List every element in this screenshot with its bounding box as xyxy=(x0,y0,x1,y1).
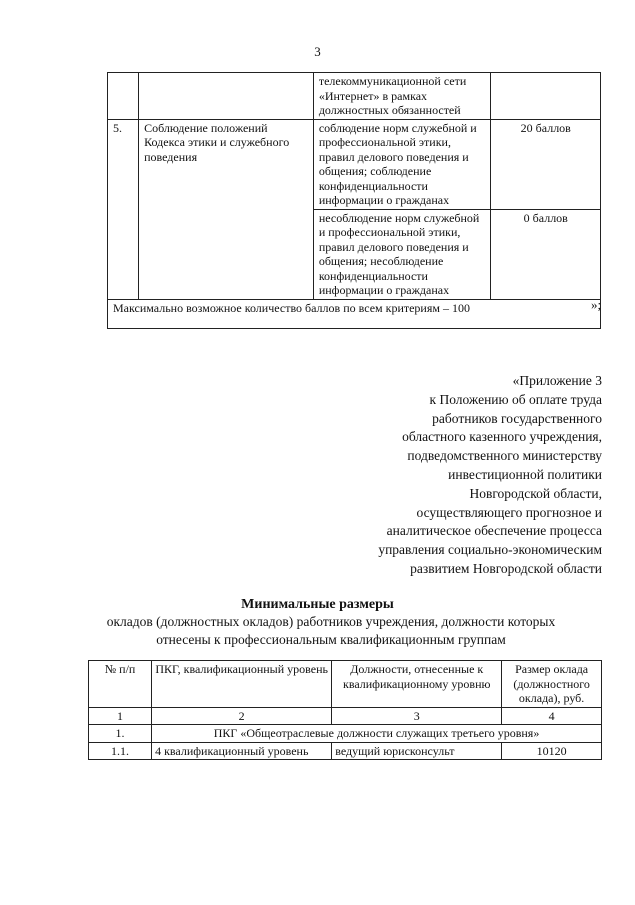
table-cell xyxy=(139,73,314,120)
criterion-continuation: телекоммуникационной сети «Интернет» в рамках должностных обязанностей xyxy=(313,73,490,120)
appendix-line: работников государственного xyxy=(432,410,602,426)
criterion-score: 0 баллов xyxy=(490,209,600,299)
column-number: 3 xyxy=(332,707,502,725)
document-title: Минимальные размеры xyxy=(241,597,394,612)
appendix-line: подведомственного министерству xyxy=(407,448,602,464)
document-subtitle xyxy=(60,613,602,648)
column-header: Размер оклада (должностного оклада), руб. xyxy=(502,661,602,708)
row-number: 1.1. xyxy=(89,742,152,760)
criterion-option: несоблюдение норм служебной и профессиональной этики, правил делового поведения и общения; несоблюдение конфиденциальности информации о гражданах xyxy=(313,209,490,299)
table-row xyxy=(89,742,602,760)
appendix-line: управления социально-экономическим xyxy=(378,542,602,558)
appendix-line: к Положению об оплате труда xyxy=(429,391,602,407)
appendix-line: развитием Новгородской области xyxy=(410,560,602,576)
criterion-name: Соблюдение положений Кодекса этики и служебного поведения xyxy=(139,119,314,299)
column-number: 2 xyxy=(152,707,332,725)
page-number: 3 xyxy=(314,44,321,59)
table-cell xyxy=(108,73,139,120)
appendix-line: осуществляющего прогнозное и xyxy=(416,504,602,520)
salary-value: 10120 xyxy=(502,742,602,760)
column-header: № п/п xyxy=(89,661,152,708)
column-number-row xyxy=(89,707,602,725)
appendix-line: «Приложение 3 xyxy=(512,373,602,388)
position-name: ведущий юрисконсульт xyxy=(332,742,502,760)
column-number: 1 xyxy=(89,707,152,725)
subtitle-line: отнесены к профессиональным квалификационным группам xyxy=(156,631,506,647)
salary-table xyxy=(88,660,602,760)
criteria-table xyxy=(107,72,601,329)
appendix-line: Новгородской области, xyxy=(469,485,602,501)
appendix-line: областного казенного учреждения, xyxy=(402,429,602,445)
closing-quote: »; xyxy=(591,297,602,312)
column-header: Должности, отнесенные к квалификационному уровню xyxy=(332,661,502,708)
row-number: 5. xyxy=(108,119,139,299)
appendix-header xyxy=(300,372,602,579)
group-row xyxy=(89,725,602,743)
group-number: 1. xyxy=(89,725,152,743)
table-row xyxy=(108,119,601,209)
table-row xyxy=(108,73,601,120)
qualification-level: 4 квалификационный уровень xyxy=(152,742,332,760)
column-number: 4 xyxy=(502,707,602,725)
total-score-text: Максимально возможное количество баллов по всем критериям – 100 xyxy=(108,299,601,328)
criterion-score: 20 баллов xyxy=(490,119,600,209)
appendix-line: инвестиционной политики xyxy=(448,466,602,482)
appendix-line: аналитическое обеспечение процесса xyxy=(386,523,602,539)
table-header-row xyxy=(89,661,602,708)
table-row xyxy=(108,299,601,328)
criterion-option: соблюдение норм служебной и профессиональной этики, правил делового поведения и общения; соблюдение конфиденциальности информации о гражданах xyxy=(313,119,490,209)
table-cell xyxy=(490,73,600,120)
group-label: ПКГ «Общеотраслевые должности служащих третьего уровня» xyxy=(152,725,602,743)
column-header: ПКГ, квалификационный уровень xyxy=(152,661,332,708)
subtitle-line: окладов (должностных окладов) работников учреждения, должности которых xyxy=(106,614,556,629)
